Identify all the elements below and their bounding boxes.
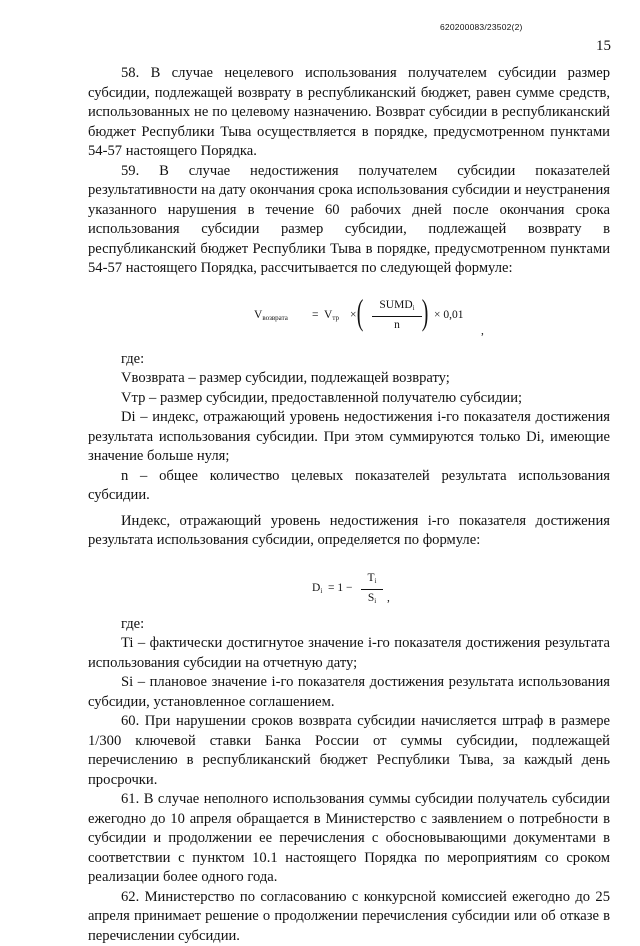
formula1-right-paren: ) bbox=[422, 292, 429, 332]
definition-si: Si – плановое значение i-го показателя достижения результата использования субсидии, установленное соглашением. bbox=[88, 673, 610, 712]
formula1-lhs: $V_{возврата}$ bbox=[254, 308, 288, 325]
definition-v-tr: Vтр – размер субсидии, предоставленной получателю субсидии; bbox=[88, 389, 610, 409]
formula2-lhs: $D_i$ bbox=[312, 581, 322, 598]
definition-ti: Ti – фактически достигнутое значение i-го показателя достижения результата использования субсидии на отчетную дату; bbox=[88, 634, 610, 673]
formula-return-amount bbox=[88, 286, 610, 350]
formula1-comma: , bbox=[481, 324, 484, 338]
where-label-1: где: bbox=[88, 350, 610, 370]
formula2-numerator: $T_i$ bbox=[361, 571, 383, 590]
formula1-times-coef: × 0,01 bbox=[434, 308, 464, 322]
page-number: 15 bbox=[596, 38, 611, 55]
formula1-eq: = bbox=[312, 308, 319, 322]
document-id: 620200083/23502(2) bbox=[440, 22, 523, 32]
paragraph-59: 59. В случае недостижения получателем субсидии показателей результативности на дату окончания срока использования субсидии и неустранения указанного нарушения в течение 60 рабочих дней после окончания срока использования субсидии размер субсидии, подлежащей возврату в республиканский бюджет Республики Тыва в порядке, предусмотренном пунктами 54-57 настоящего Порядка, рассчитывается по следующей формуле: bbox=[88, 162, 610, 279]
paragraph-58: 58. В случае нецелевого использования получателем субсидии размер субсидии, подлежащей возврату в республиканский бюджет, равен сумме средств, использованных не по целевому назначению. Возврат субсидии в республиканский бюджет Республики Тыва осуществляется в порядке, предусмотренном пунктами 54-57 настоящего Порядка. bbox=[88, 64, 610, 162]
index-intro: Индекс, отражающий уровень недостижения i-го показателя достижения результата использования субсидии, определяется по формуле: bbox=[88, 512, 610, 551]
definition-di: Di – индекс, отражающий уровень недостижения i-го показателя достижения результата использования субсидии. При этом суммируются только Di, имеющие значение больше нуля; bbox=[88, 408, 610, 467]
formula2-eq: = 1 − bbox=[328, 581, 352, 595]
document-body bbox=[88, 64, 610, 946]
where-label-2: где: bbox=[88, 615, 610, 635]
paragraph-60: 60. При нарушении сроков возврата субсидии начисляется штраф в размере 1/300 ключевой ставки Банка России от суммы субсидии, подлежащей перечислению в республиканский бюджет Республики Тыва, за каждый день просрочки. bbox=[88, 712, 610, 790]
formula1-times: × bbox=[350, 308, 357, 322]
formula2-fraction bbox=[361, 571, 383, 608]
formula2-comma: , bbox=[387, 591, 390, 605]
formula1-numerator: $SUMD_i$ bbox=[372, 298, 422, 317]
definition-v-return: Vвозврата – размер субсидии, подлежащей возврату; bbox=[88, 369, 610, 389]
paragraph-61: 61. В случае неполного использования суммы субсидии получатель субсидии ежегодно до 10 апреля обращается в Министерство с заявлением о потребности в субсидии и продолжении ее перечисления с обосновывающими документами в соответствии с пунктом 10.1 настоящего Порядка по мероприятиям со сроком реализации более одного года. bbox=[88, 790, 610, 888]
definition-n: n – общее количество целевых показателей результата использования субсидии. bbox=[88, 467, 610, 506]
formula1-fraction bbox=[372, 298, 422, 332]
paragraph-62: 62. Министерство по согласованию с конкурсной комиссией ежегодно до 25 апреля принимает решение о продолжении перечисления субсидии или об отказе в перечислении субсидии. bbox=[88, 888, 610, 946]
formula2-denominator: $S_i$ bbox=[361, 590, 383, 608]
formula1-left-paren: ( bbox=[357, 292, 364, 332]
formula-index-di bbox=[88, 559, 610, 615]
formula1-denominator: n bbox=[372, 317, 422, 332]
formula1-vtr: $V_{тр}$ bbox=[324, 308, 339, 325]
